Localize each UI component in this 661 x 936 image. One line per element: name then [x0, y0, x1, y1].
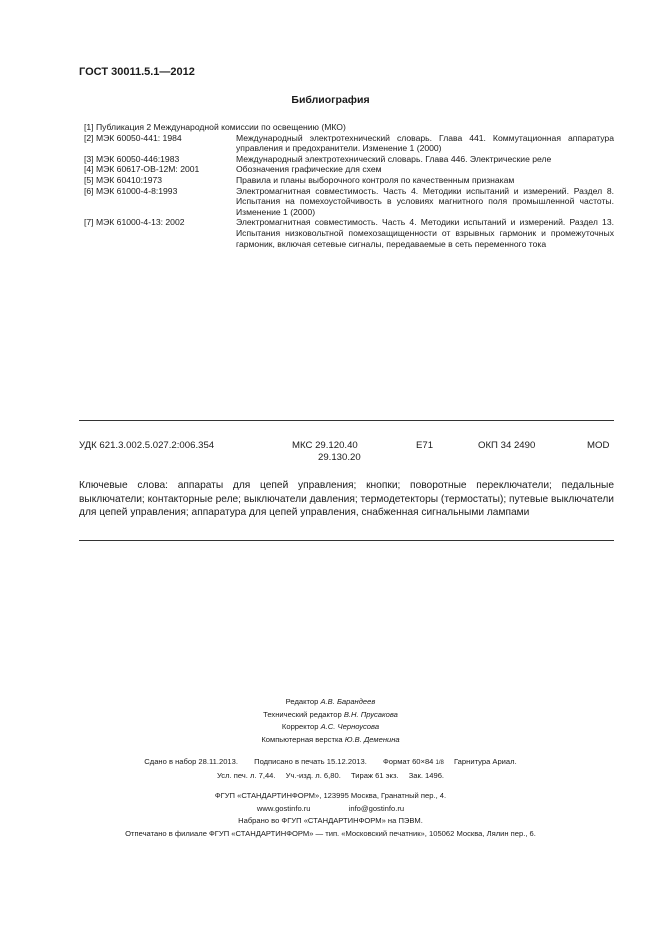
entry-description: Международный электротехнический словарь. Глава 441. Коммутационная аппаратура управления и предохранители. Изменение 1 (2000) [236, 132, 614, 154]
print-sheets: Усл. печ. л. 7,44. [216, 770, 276, 780]
bibliography-entry [84, 164, 614, 175]
typeface: Гарнитура Ариал. [454, 757, 517, 766]
sent-date: Сдано в набор 28.11.2013. [144, 757, 238, 766]
entry-reference: [3] МЭК 60050-446:1983 [84, 153, 180, 164]
editor-label: Редактор [285, 697, 319, 706]
order-number: Зак. 1496. [408, 770, 445, 780]
entry-reference: [6] МЭК 61000-4-8:1993 [84, 185, 178, 196]
entry-reference: [5] МЭК 60410:1973 [84, 174, 163, 185]
entry-description: Электромагнитная совместимость. Часть 4. Методики испытаний и измерений. Раздел 8. Испытания на помехоустойчивость в условиях магнитного поля промышленной частоты. Изменение 1 (2000) [236, 185, 614, 217]
editor-line [0, 696, 661, 709]
entry-description: Электромагнитная совместимость. Часть 4. Методики испытаний и измерений. Раздел 13. Испытания низковольтной помехозащищенности от взрывных гармоник и промежуточных гармоник, включая сетевые сигналы, передаваемые в сеть переменного тока [236, 217, 614, 249]
entry-description: Правила и планы выборочного контроля по качественным признакам [236, 174, 515, 185]
publisher-address: ФГУП «СТАНДАРТИНФОРМ», 123995 Москва, Гранатный пер., 4. [214, 791, 447, 800]
publisher-block [0, 790, 661, 840]
bibliography-entry [84, 122, 614, 133]
print-run: Тираж 61 экз. [350, 770, 399, 780]
mks-code-2: 29.130.20 [318, 452, 361, 463]
credits-block [0, 696, 661, 746]
bibliography-entry [84, 175, 614, 186]
proofreader-label: Корректор [281, 722, 319, 731]
mod-code: MOD [587, 440, 610, 451]
typeset-info: Набрано во ФГУП «СТАНДАРТИНФОРМ» на ПЭВМ. [238, 816, 423, 825]
tech-editor-name: В.Н. Прусакова [343, 709, 398, 719]
print-info-block [0, 756, 661, 782]
entry-reference: [2] МЭК 60050-441: 1984 [84, 132, 182, 143]
layout-label: Компьютерная верстка [261, 734, 343, 744]
entry-reference: [7] МЭК 61000-4-13: 2002 [84, 217, 185, 228]
bibliography-entry [84, 133, 614, 154]
entry-description [236, 122, 614, 133]
section-divider-bottom [79, 540, 614, 541]
document-code: ГОСТ 30011.5.1—2012 [79, 66, 195, 78]
paper-format: Формат 60×84 [382, 757, 434, 766]
udk-code: УДК 621.3.002.5.027.2:006.354 [79, 440, 215, 451]
entry-reference: [1] Публикация 2 Международной комиссии по освещению (МКО) [84, 122, 346, 132]
entry-description: Международный электротехнический словарь. Глава 446. Электрические реле [236, 153, 552, 164]
publisher-sheets: Уч.-изд. л. 6,80. [285, 770, 341, 780]
bibliography-list [84, 122, 614, 249]
bibliography-entry [84, 154, 614, 165]
tech-editor-label: Технический редактор [263, 709, 342, 719]
entry-reference: [4] МЭК 60617-OB-12M: 2001 [84, 164, 200, 175]
format-fraction: 1/8 [435, 760, 444, 766]
bibliography-entry [84, 186, 614, 218]
mks-code-1: МКС 29.120.40 [292, 440, 358, 451]
editor-name: А.В. Барандеев [320, 697, 376, 706]
e-code: E71 [416, 440, 434, 451]
publisher-website: www.gostinfo.ru [256, 803, 311, 813]
bibliography-title: Библиография [291, 94, 370, 106]
publisher-contacts [0, 803, 661, 816]
keywords-paragraph: Ключевые слова: аппараты для цепей управления; кнопки; поворотные переключатели; педальные выключатели; контакторные реле; выключатели давления; термодетекторы (термостаты); путевые выключатели для цепей управления; аппаратура для цепей управления, снабженная сигнальными лампами [79, 480, 614, 518]
tech-editor-line [0, 709, 661, 722]
proofreader-name: А.С. Черноусова [320, 722, 380, 731]
print-info-line-2 [0, 770, 661, 783]
layout-name: Ю.В. Деменина [344, 734, 400, 744]
publisher-email: info@gostinfo.ru [348, 803, 405, 813]
section-divider-top [79, 420, 614, 421]
signed-date: Подписано в печать 15.12.2013. [254, 757, 367, 766]
print-info-line-1 [0, 756, 661, 770]
layout-line [0, 734, 661, 747]
printed-at-info: Отпечатано в филиале ФГУП «СТАНДАРТИНФОРМ» — тип. «Московский печатник», 105062 Москва, Лялин пер., 6. [125, 828, 536, 838]
okp-code: ОКП 34 2490 [478, 440, 536, 451]
entry-description: Обозначения графические для схем [236, 164, 382, 175]
proofreader-line [0, 721, 661, 734]
bibliography-entry [84, 217, 614, 249]
